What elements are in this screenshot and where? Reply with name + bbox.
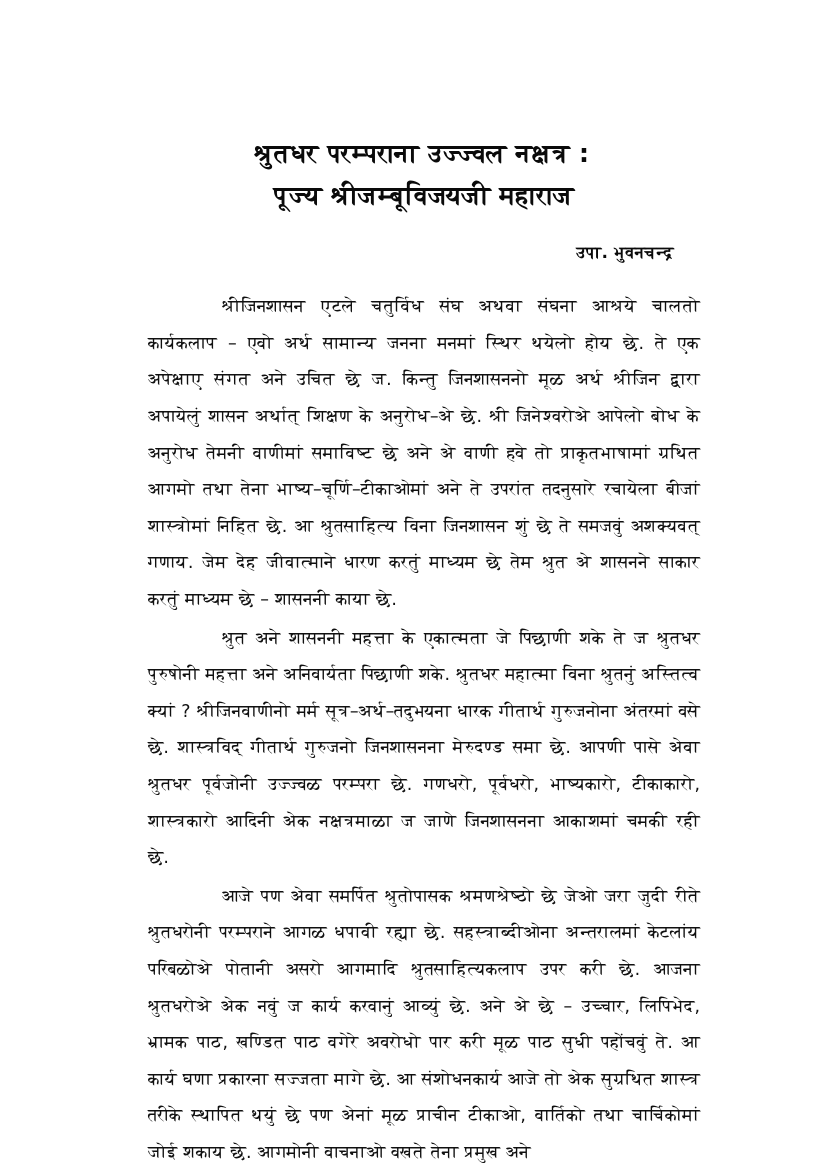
paragraph: आजे पण अेवा समर्पित श्रुतोपासक श्रमणश्रेष्ठो छे जेओ जरा जुदी रीते श्रुतधरोनी परम्पराने आगळ धपावी रह्या छे. सहस्त्राब्दीओना अन्तरालमां केटलांय परिबळोअे पोतानी असरो आगमादि श्रुतसाहित्यकलाप उपर करी छे. आजना श्रुतधरोअे अेक नवुं ज कार्य करवानुं आव्युं छे. अने अे छे – उच्चार, लिपिभेद, भ्रामक पाठ, खण्डित पाठ वगेरे अवरोधो पार करी मूळ पाठ सुधी पहोंचवुं ते. आ कार्य घणा प्रकारना सज्जता मागे छे. आ संशोधनकार्य आजे तो अेक सुग्रथित शास्त्र तरीके स्थापित थयुं छे पण अेनां मूळ प्राचीन टीकाओ, वार्तिको तथा चार्चिकोमां जोई शकाय छे. आगमोनी वाचनाओ वखते तेना प्रमुख अने bbox=[148, 886, 700, 1163]
paragraph: श्रीजिनशासन एटले चतुर्विध संघ अथवा संघना आश्रये चालतो कार्यकलाप – एवो अर्थ सामान्य जनना मनमां स्थिर थयेलो होय छे. ते एक अपेक्षाए संगत अने उचित छे ज. किन्तु जिनशासननो मूळ अर्थ श्रीजिन द्वारा अपायेलुं शासन अर्थात् शिक्षण के अनुरोध–अे छे. श्री जिनेश्वरोअे आपेलो बोध के अनुरोध तेमनी वाणीमां समाविष्ट छे अने अे वाणी हवे तो प्राकृतभाषामां ग्रथित आगमो तथा तेना भाष्य–चूर्णि–टीकाओमां अने ते उपरांत तदनुसारे रचायेला बीजां शास्त्रोमां निहित छे. आ श्रुतसाहित्य विना जिनशासन शुं छे ते समजवुं अशक्यवत् गणाय. जेम देह जीवात्माने धारण करतुं माध्यम छे तेम श्रुत अे शासनने साकार करतुं माध्यम छे – शासननी काया छे. bbox=[148, 297, 700, 611]
title-line-2: पूज्य श्रीजम्बूविजयजी महाराज bbox=[273, 181, 575, 212]
page-title bbox=[148, 138, 700, 213]
byline-author: उपा. भुवनचन्द्र bbox=[576, 243, 674, 263]
title-line-1: श्रुतधर परम्पराना उज्ज्वल नक्षत्र : bbox=[254, 139, 590, 169]
paragraph: श्रुत अने शासननी महत्ता के एकात्मता जे पिछाणी शके ते ज श्रुतधर पुरुषोनी महत्ता अने अनिवार्यता पिछाणी शके. श्रुतधर महात्मा विना श्रुतनुं अस्तित्व क्यां ? श्रीजिनवाणीनो मर्म सूत्र–अर्थ–तदुभयना धारक गीतार्थ गुरुजनोना अंतरमां वसे छे. शास्त्रविद् गीतार्थ गुरुजनो जिनशासनना मेरुदण्ड समा छे. आपणी पासे अेवा श्रुतधर पूर्वजोनी उज्ज्वळ परम्परा छे. गणधरो, पूर्वधरो, भाष्यकारो, टीकाकारो, शास्त्रकारो आदिनी अेक नक्षत्रमाळा ज जाणे जिनशासनना आकाशमां चमकी रही छे. bbox=[148, 628, 700, 869]
byline bbox=[148, 243, 700, 263]
body-text bbox=[148, 289, 700, 1171]
